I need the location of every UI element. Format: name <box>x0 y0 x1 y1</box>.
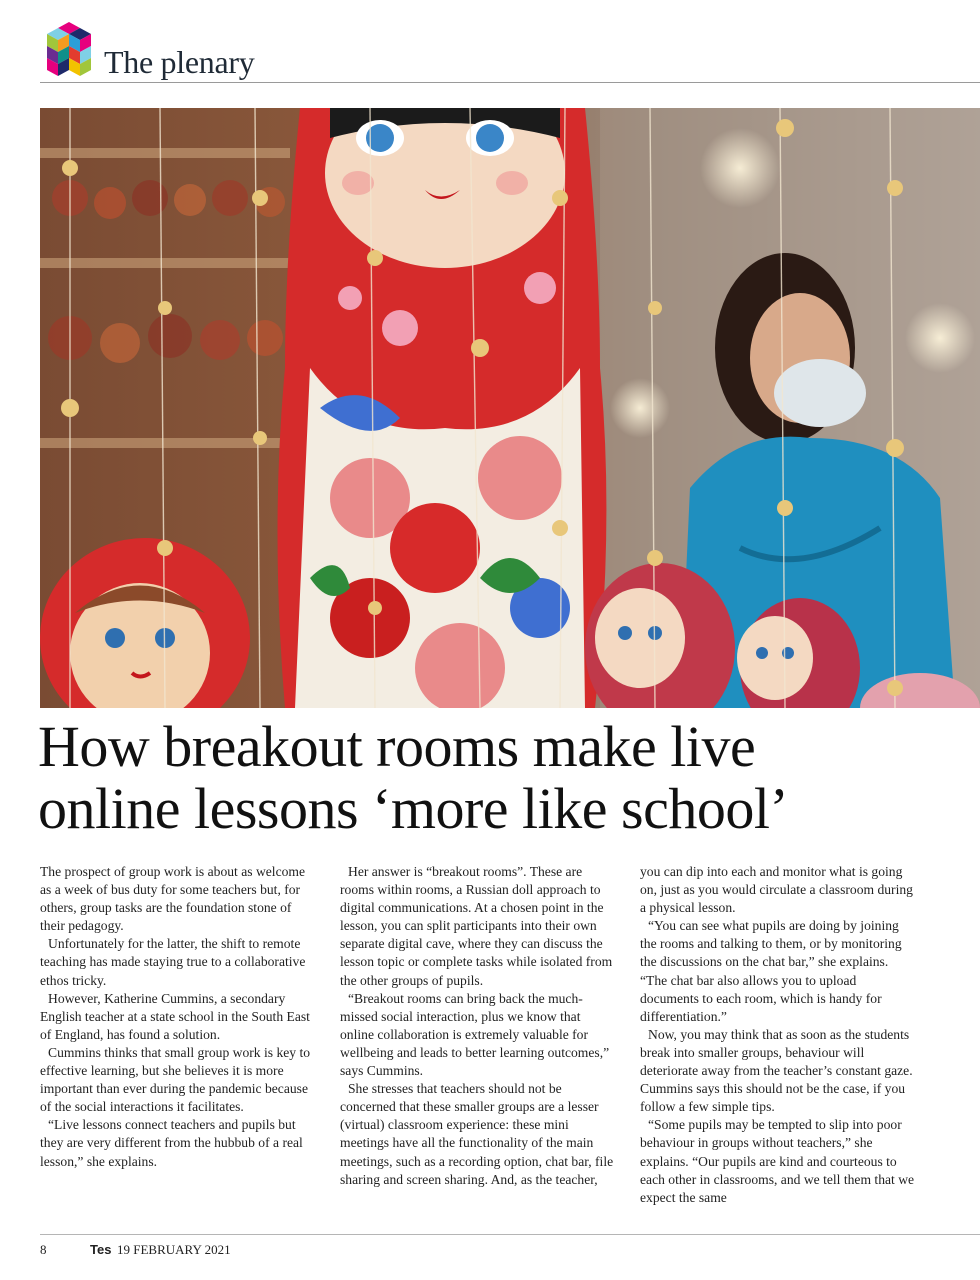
section-title: The plenary <box>104 44 255 80</box>
body-column-1 <box>40 863 315 1171</box>
header-divider <box>40 82 980 83</box>
paragraph: Her answer is “breakout rooms”. These are rooms within rooms, a Russian doll approach to digital communications. At a chosen point in the lesson, you can split participants into their own separate digital cave, where they can discuss the lesson topic or complete tasks while isolated from the other groups of pupils. <box>340 864 613 988</box>
matryoshka-dolls-photo-icon <box>40 108 980 708</box>
article-headline <box>38 716 968 840</box>
publication-brand: Tes <box>90 1242 112 1257</box>
paragraph: you can dip into each and monitor what is going on, just as you would circulate a classroom during a physical lesson. <box>640 864 913 916</box>
paragraph: Now, you may think that as soon as the students break into smaller groups, behaviour will deteriorate away from the teacher’s constant gaze. Cummins says this should not be the case, if you follow a few simple tips. <box>640 1026 913 1115</box>
article-photo <box>40 108 980 708</box>
paragraph: The prospect of group work is about as welcome as a week of bus duty for some teachers but, for others, group tasks are the foundation stone of their pedagogy. <box>40 864 306 934</box>
page-number: 8 <box>40 1242 47 1257</box>
headline-line-2: online lessons ‘more like school’ <box>38 776 789 841</box>
paragraph: Cummins thinks that small group work is key to effective learning, but she believes it is more important than ever during the pandemic because of the social interactions it facilitates. <box>40 1044 311 1115</box>
body-column-2 <box>340 863 615 1189</box>
paragraph: She stresses that teachers should not be concerned that these smaller groups are a lesser (virtual) classroom experience: these mini meetings have all the functionality of the main meetings, such as a recording option, chat bar, file sharing and screen sharing. And, as the teacher, <box>340 1081 614 1187</box>
paragraph: “Live lessons connect teachers and pupils but they are very different from the hubbub of a real lesson,” she explains. <box>40 1117 303 1169</box>
paragraph: “You can see what pupils are doing by joining the rooms and talking to them, or by monitoring the discussions on the chat bar,” she explains. “The chat bar also allows you to upload documents to each room, which is handy for differentiation.” <box>640 918 902 1024</box>
body-column-3 <box>640 863 915 1207</box>
paragraph: However, Katherine Cummins, a secondary English teacher at a state school in the South East of England, has found a solution. <box>40 990 310 1042</box>
footer-divider <box>40 1234 980 1235</box>
issue-date: 19 FEBRUARY 2021 <box>117 1242 231 1257</box>
paragraph: “Breakout rooms can bring back the much-missed social interaction, plus we know that online collaboration is extremely valuable for wellbeing and leads to better learning outcomes,” says Cummins. <box>340 990 610 1079</box>
paragraph: “Some pupils may be tempted to slip into poor behaviour in groups without teachers,” she explains. “Our pupils are kind and courteous to each other in classrooms, and we tell them that we expect the same <box>640 1117 915 1205</box>
headline-line-1: How breakout rooms make live <box>38 714 756 779</box>
tes-logo-icon <box>40 20 98 78</box>
paragraph: Unfortunately for the latter, the shift to remote teaching has made staying true to a collaborative ethos tricky. <box>40 936 306 988</box>
page-header <box>40 18 980 84</box>
